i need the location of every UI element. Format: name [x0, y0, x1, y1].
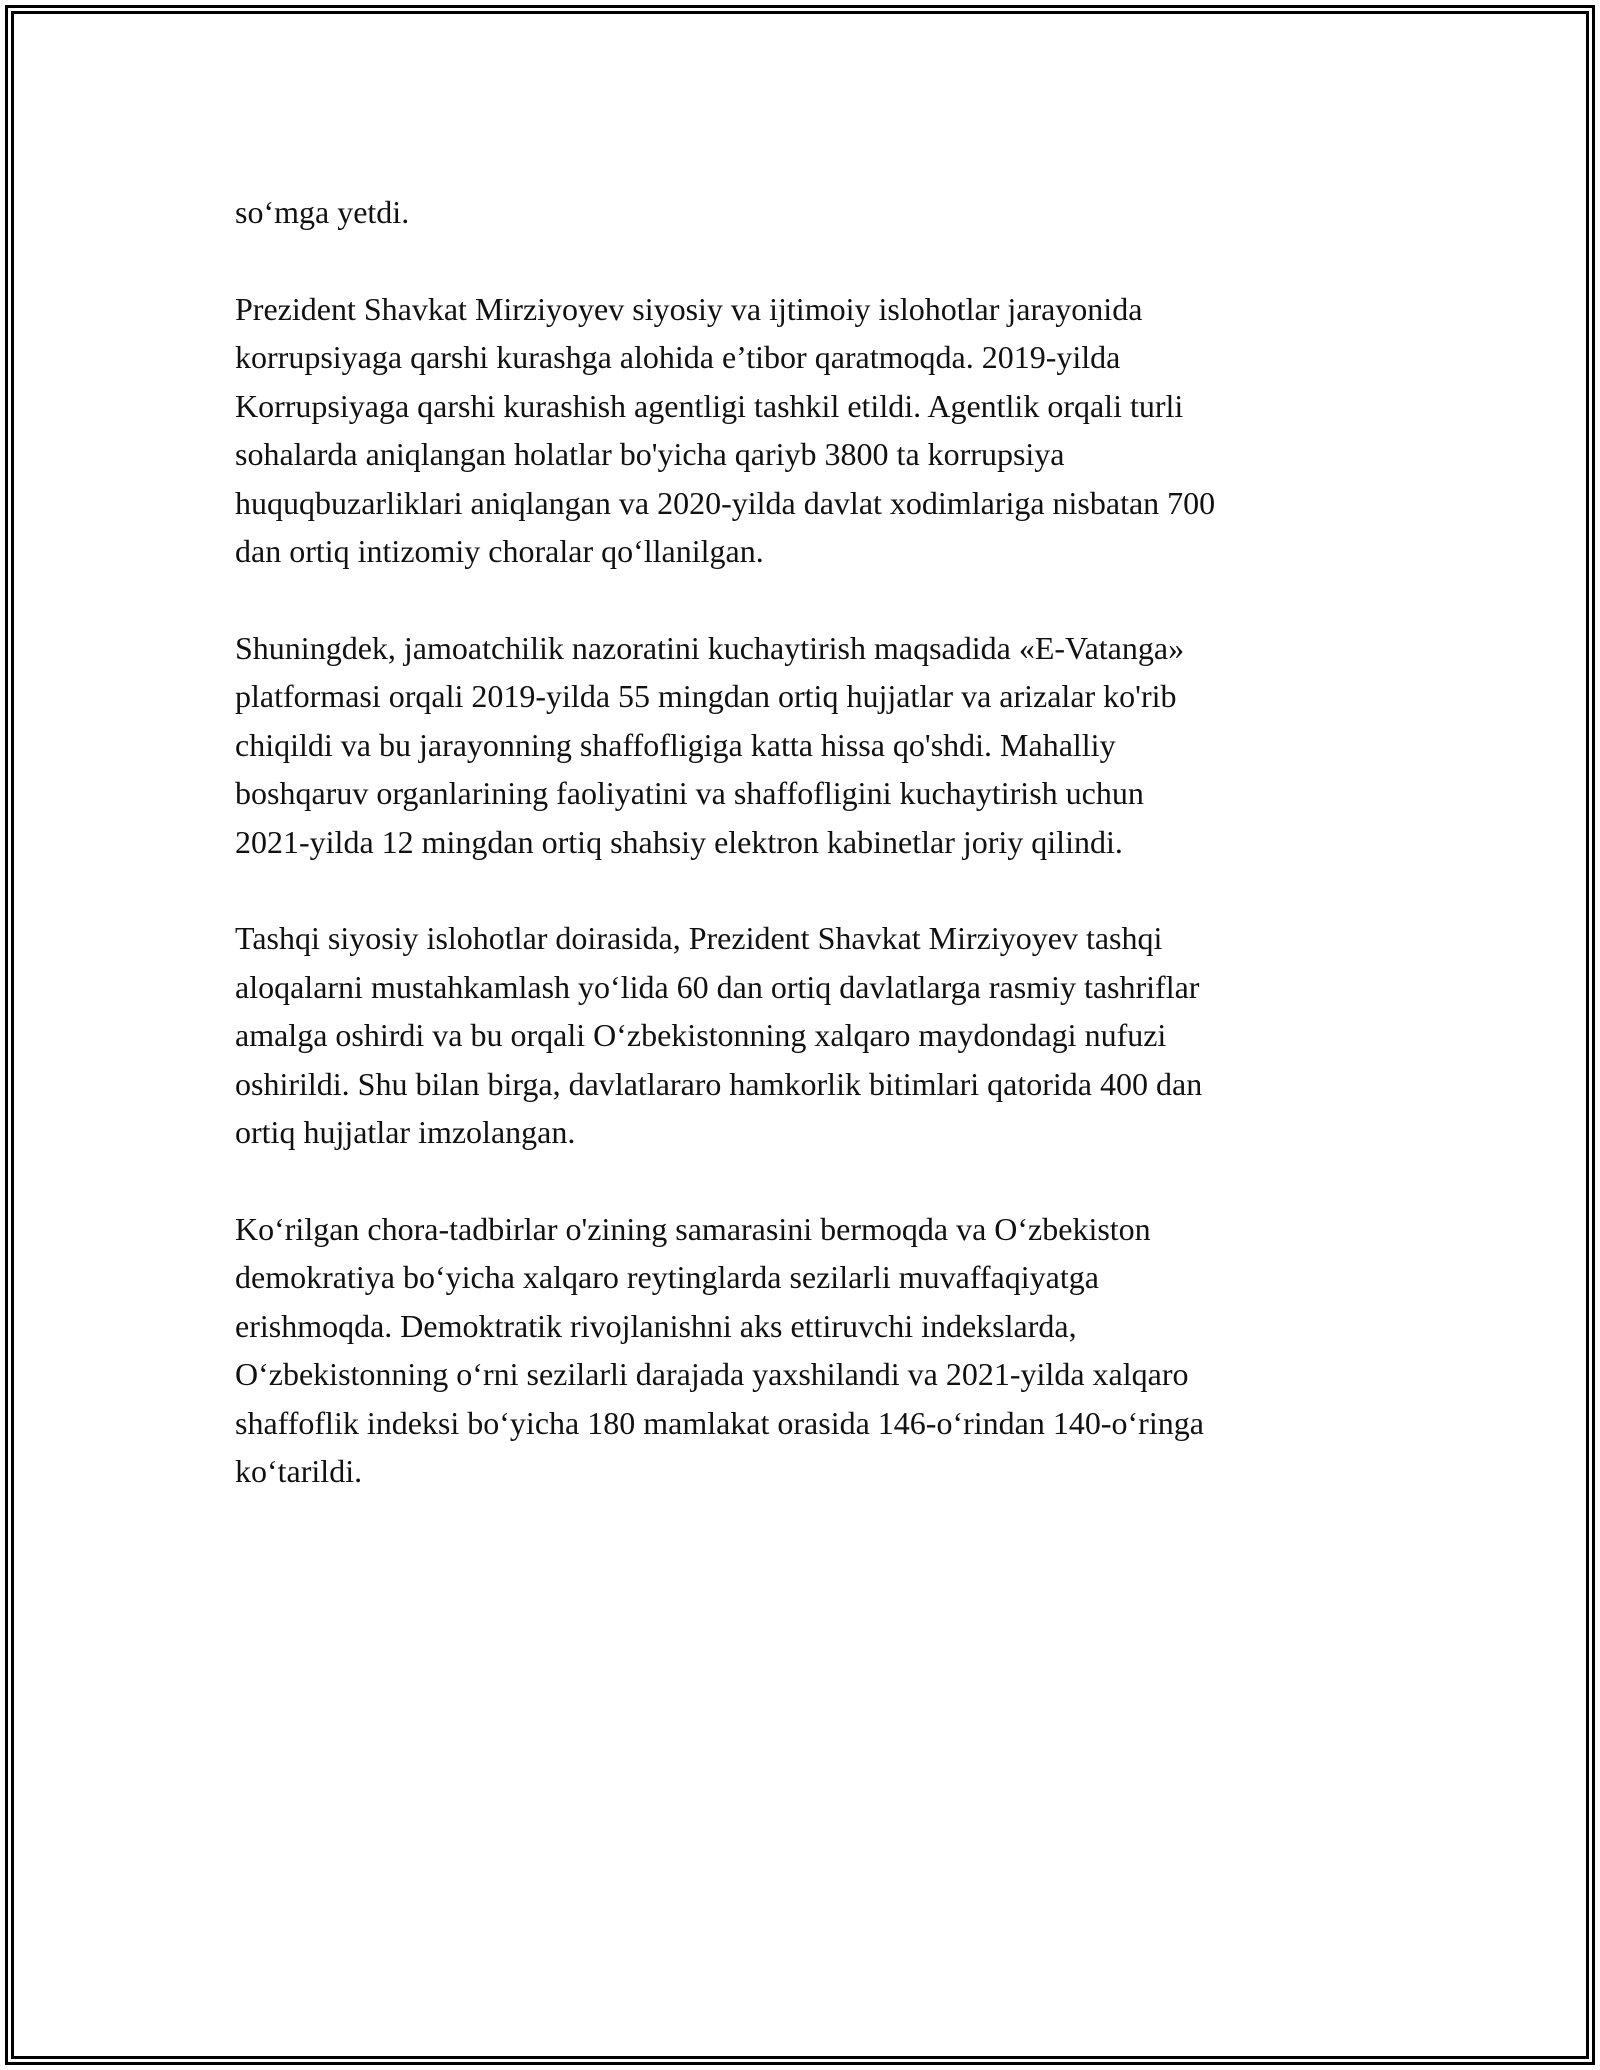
paragraph-3: Shuningdek, jamoatchilik nazoratini kuchaytirish maqsadida «E-Vatanga» platformasi orqali 2019-yilda 55 mingdan ortiq hujjatlar va arizalar ko'rib chiqildi va bu jarayonning shaffofligiga katta hissa qo'shdi. Mahalliy boshqaruv organlarining faoliyatini va shaffofligini kuchaytirish uchun 2021-yilda 12 mingdan ortiq shahsiy elektron kabinetlar joriy qilindi.	[235, 629, 1185, 860]
paragraph-5: Ko‘rilgan chora-tadbirlar o'zining samarasini bermoqda va O‘zbekiston demokratiya bo‘yicha xalqaro reytinglarda sezilarli muvaffaqiyatga erishmoqda. Demoktratik rivojlanishni aks ettiruvchi indekslarda, O‘zbekistonning o‘rni sezilarli darajada yaxshilandi va 2021-yilda xalqaro shaffoflik indeksi bo‘yicha 180 mamlakat orasida 146-o‘rindan 140-o‘ringa ko‘tarildi.	[235, 1210, 1204, 1489]
document-body	[235, 188, 1370, 1544]
paragraph-2: Prezident Shavkat Mirziyoyev siyosiy va ijtimoiy islohotlar jarayonida korrupsiyaga qarshi kurashga alohida e’tibor qaratmoqda. 2019-yilda Korrupsiyaga qarshi kurashish agentligi tashkil etildi. Agentlik orqali turli sohalarda aniqlangan holatlar bo'yicha qariyb 3800 ta korrupsiya huquqbuzarliklari aniqlangan va 2020-yilda davlat xodimlariga nisbatan 700 dan ortiq intizomiy choralar qo‘llanilgan.	[235, 290, 1216, 569]
paragraph-4: Tashqi siyosiy islohotlar doirasida, Prezident Shavkat Mirziyoyev tashqi aloqalarni mustahkamlash yo‘lida 60 dan ortiq davlatlarga rasmiy tashriflar amalga oshirdi va bu orqali O‘zbekistonning xalqaro maydondagi nufuzi oshirildi. Shu bilan birga, davlatlararo hamkorlik bitimlari qatorida 400 dan ortiq hujjatlar imzolangan.	[235, 920, 1203, 1150]
paragraph-1: so‘mga yetdi.	[235, 194, 410, 230]
